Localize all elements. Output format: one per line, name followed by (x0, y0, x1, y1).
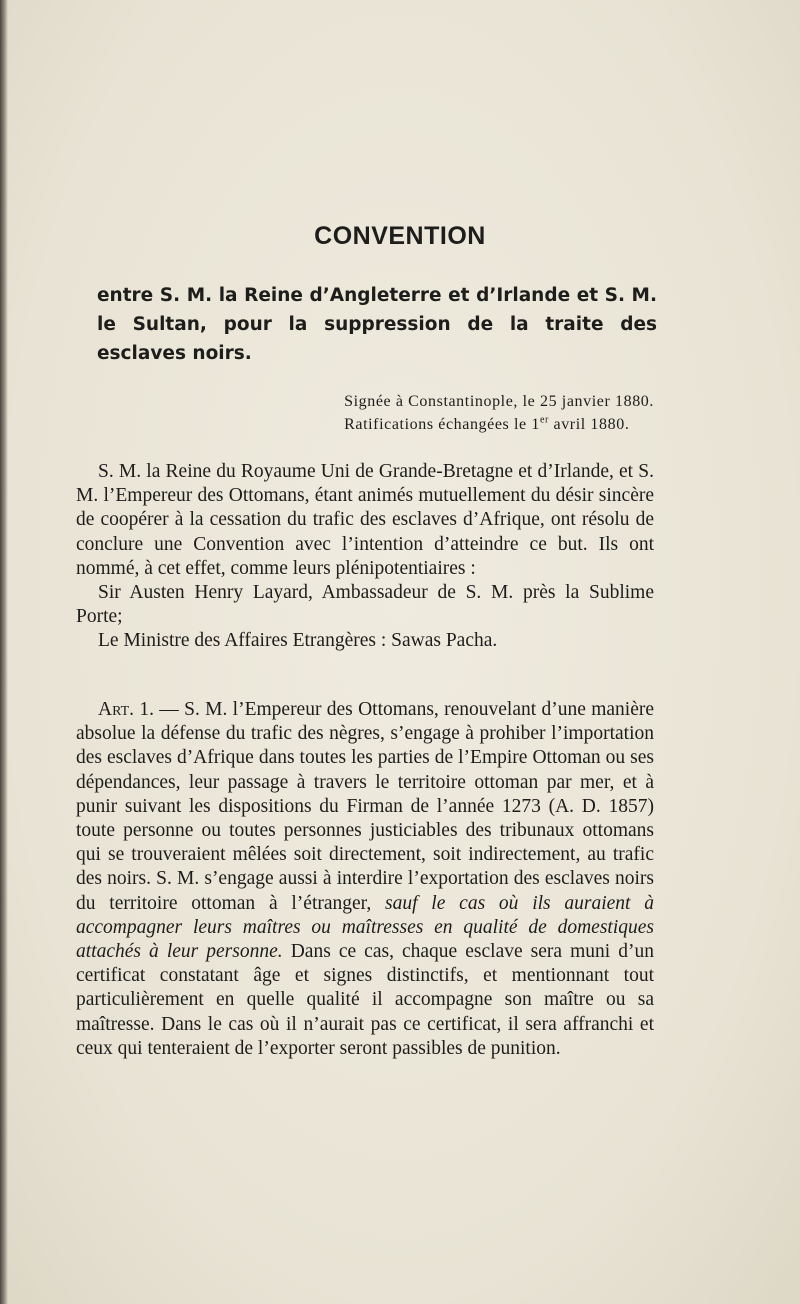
book-spine-edge (0, 0, 8, 1304)
ratification-superscript: er (539, 414, 549, 426)
preamble-paragraph-3: Le Ministre des Affaires Etrangères : Sawas Pacha. (98, 630, 498, 652)
preamble-paragraph-1: S. M. la Reine du Royaume Uni de Grande-Bretagne et d’Irlande, et S. M. l’Empereur des Ottomans, étant animés mutuellement du désir sincère de coopérer à la cessation du trafic des esclaves d’Afrique, ont résolu de conclure une Convention avec l’intention d’atteindre ce but. Ils ont nommé, à cet effet, comme leurs plénipotentiaires : (76, 461, 654, 579)
article-1 (76, 698, 654, 1061)
document-subtitle: entre S. M. la Reine d’Angleterre et d’Irlande et S. M. le Sultan, pour la suppression de la traite des esclaves noirs. (97, 285, 657, 364)
document-title: CONVENTION (314, 222, 486, 250)
article-text-before: — S. M. l’Empereur des Ottomans, renouvelant d’une manière absolue la défense du trafic des nègres, s’engage à prohiber l’importation des esclaves d’Afrique dans toutes les parties de l’Empire Ottoman ou ses dépendances, leur passage à travers le territoire ottoman par mer, et à punir suivant les dispositions du Firman de l’année 1273 (A. D. 1857) toute personne ou toutes personnes justiciables des tribunaux ottomans qui se trouveraient mêlées soit directement, soit indirectement, au trafic des noirs. S. M. s’engage aussi à interdire l’exportation des esclaves noirs du territoire ottoman à l’étranger, (76, 699, 654, 914)
article-label: Art. 1. (98, 699, 154, 720)
ratification-line (344, 413, 654, 436)
preamble-paragraph-2: Sir Austen Henry Layard, Ambassadeur de S. M. près la Sublime Porte; (76, 582, 654, 628)
article-italic-clause: sauf le cas où ils auraient à accompagner leurs maîtres ou maîtresses en qualité de domestiques attachés à leur personne. (76, 892, 655, 963)
article-1-paragraph (76, 698, 654, 1061)
ratification-prefix: Ratifications échangées le 1 (344, 416, 540, 433)
signed-line: Signée à Constantinople, le 25 janvier 1880. (344, 393, 654, 410)
signature-info (344, 390, 654, 436)
article-text-after: Dans ce cas, chaque esclave sera muni d’un certificat constatant âge et signes distinctifs, et mentionnant tout particulièrement en quelle qualité il accompagne son maître ou sa maîtresse. Dans le cas où il n’aurait pas ce certificat, il sera affranchi et ceux qui tenteraient de l’exporter seront passibles de punition. (76, 941, 654, 1059)
preamble (76, 460, 654, 654)
ratification-suffix: avril 1880. (548, 416, 630, 433)
